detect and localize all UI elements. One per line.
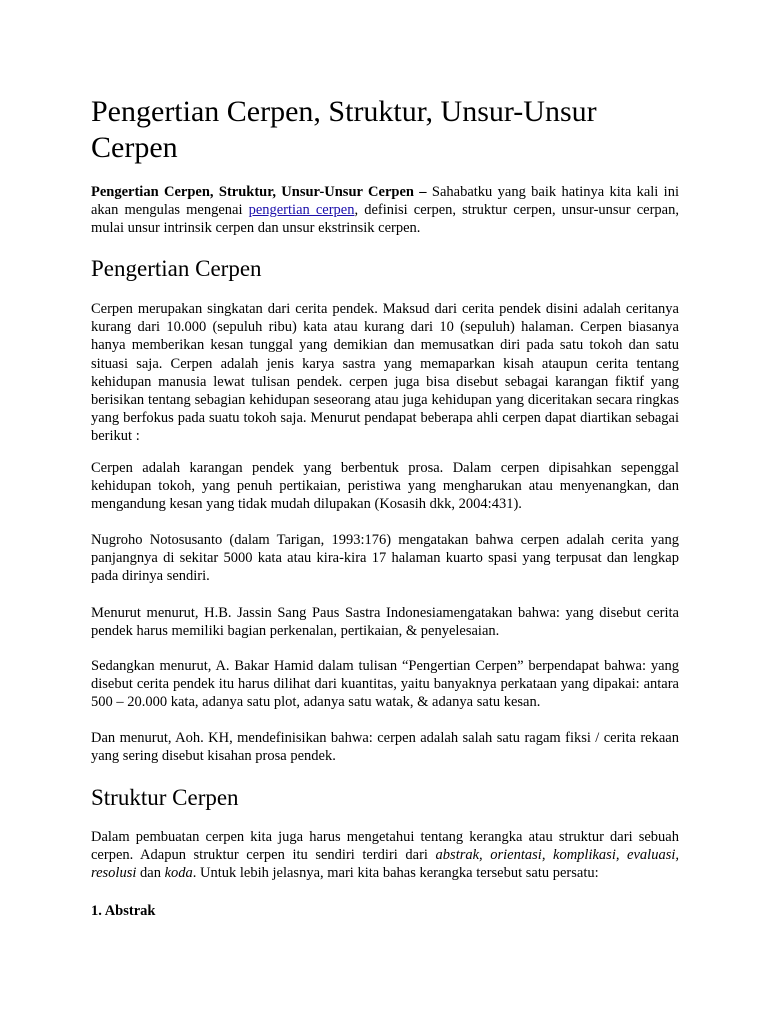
paragraph-bakar-hamid: Sedangkan menurut, A. Bakar Hamid dalam tulisan “Pengertian Cerpen” berpendapat bahwa: yang disebut cerita pendek itu harus dilihat dari kuantitas, yaitu banyaknya perkataan yang dipakai: antara 500 – 20.000 kata, adanya satu plot, adanya satu watak, & adanya satu kesan. [91,658,679,711]
intro-paragraph [91,183,679,238]
section-heading-struktur: Struktur Cerpen [91,785,239,810]
struktur-text-middle: dan [136,865,165,882]
page-title: Pengertian Cerpen, Struktur, Unsur-Unsur Cerpen [91,95,597,164]
struktur-text-after: . Untuk lebih jelasnya, mari kita bahas kerangka tersebut satu persatu: [192,865,599,882]
paragraph-kosasih: Cerpen adalah karangan pendek yang berbentuk prosa. Dalam cerpen dipisahkan sepenggal kehidupan tokoh, yang penuh pertikaian, peristiwa yang mengharukan atau menyenangkan, dan mengandung kesan yang tidak mudah dilupakan (Kosasih dkk, 2004:431). [91,460,679,513]
struktur-text-before: Dalam pembuatan cerpen kita juga harus mengetahui tentang kerangka atau struktur dari sebuah cerpen. Adapun struktur cerpen itu sendiri terdiri dari [91,829,679,864]
intro-text-before-link: Sahabatku yang baik hatinya kita kali ini akan mengulas mengenai [91,184,679,219]
paragraph-aoh-kh: Dan menurut, Aoh. KH, mendefinisikan bahwa: cerpen adalah salah satu ragam fiksi / cerita rekaan yang sering disebut kisahan prosa pendek. [91,730,679,765]
paragraph-struktur-cerpen [91,828,679,883]
pengertian-cerpen-link[interactable]: pengertian cerpen [248,202,355,219]
intro-text-after-link: , definisi cerpen, struktur cerpen, unsur-unsur cerpan, mulai unsur intrinsik cerpen dan unsur ekstrinsik cerpen. [91,202,679,237]
list-item-abstrak: 1. Abstrak [91,903,156,919]
paragraph-jassin: Menurut menurut, H.B. Jassin Sang Paus Sastra Indonesiamengatakan bahwa: yang disebut cerita pendek harus memiliki bagian perkenalan, pertikaian, & penyelesaian. [91,605,679,640]
section-heading-pengertian: Pengertian Cerpen [91,256,262,281]
intro-bold-lead: Pengertian Cerpen, Struktur, Unsur-Unsur Cerpen – [91,184,427,200]
struktur-term-koda: koda [164,865,193,882]
paragraph-definisi-cerpen: Cerpen merupakan singkatan dari cerita pendek. Maksud dari cerita pendek disini adalah ceritanya kurang dari 10.000 (sepuluh ribu) kata atau kurang dari 10 (sepuluh) halaman. Cerpen biasanya hanya memberikan kesan tunggal yang demikian dan memusatkan diri pada satu tokoh dan satu situasi saja. Cerpen adalah jenis karya sastra yang memaparkan kisah ataupun cerita tentang kehidupan manusia lewat tulisan pendek. cerpen juga bisa disebut sebagai karangan fiktif yang berisikan tentang sebagian kehidupan seseorang atau juga kehidupan yang diceritakan secara ringkas yang berfokus pada suatu tokoh saja. Menurut pendapat beberapa ahli cerpen dapat diartikan sebagai berikut : [91,301,679,445]
struktur-terms: abstrak, orientasi, komplikasi, evaluasi, resolusi [91,847,680,882]
paragraph-notosusanto: Nugroho Notosusanto (dalam Tarigan, 1993:176) mengatakan bahwa cerpen adalah cerita yang panjangnya di sekitar 5000 kata atau kira-kira 17 halaman kuarto spasi yang terpusat dan lengkap pada dirinya sendiri. [91,532,679,585]
